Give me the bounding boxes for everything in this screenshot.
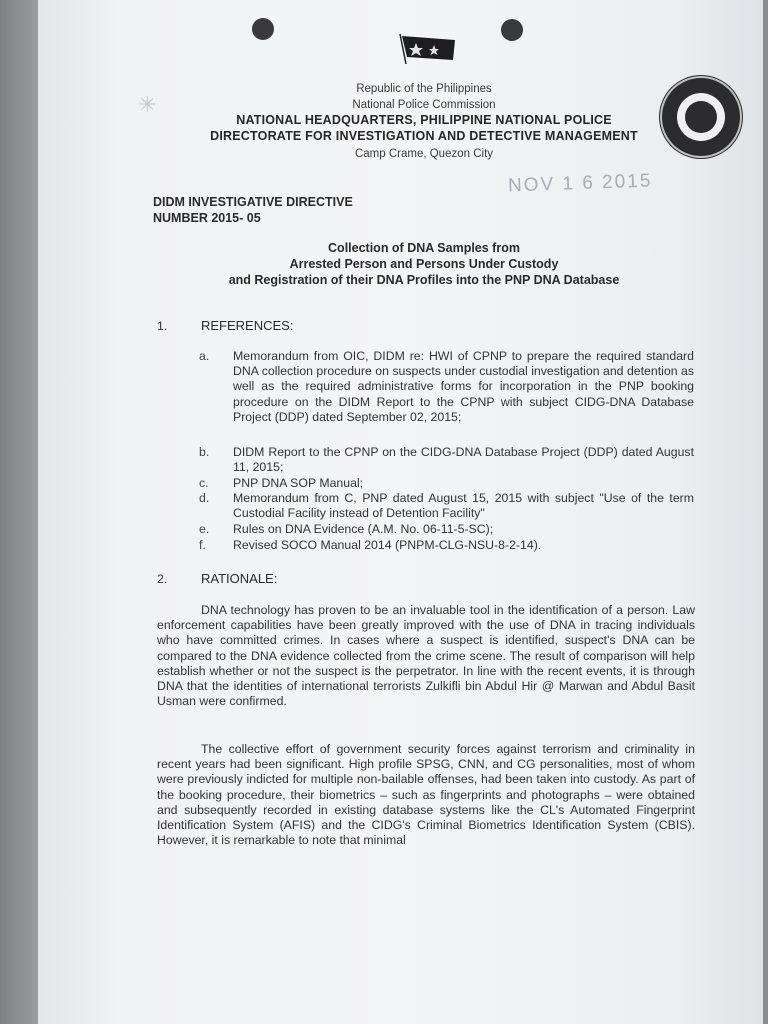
header-napolcom: National Police Commission [352,99,496,111]
section2-heading: RATIONALE: [201,571,278,586]
pnp-flag-logo-icon [398,30,460,66]
punch-hole-right [501,19,523,41]
section1-number: 1. [157,319,168,333]
rationale-paragraph-2: The collective effort of government security forces against terrorism and criminality in recent years had been significant. High profile SPSG, CNN, and CG personalities, most of whom were previously indicted for multiple non-bailable offenses, had been taken into custody. As part of the booking procedure, their biometrics – such as fingerprints and photographs – were obtained and subsequently recorded in existing database systems like the CL's Automated Fingerprint Identification System (AFIS) and the CIDG's Criminal Biometrics Identification System (CBIS). However, it is remarkable to note that minimal [157,742,695,848]
received-date-stamp: NOV 1 6 2015 [507,170,653,197]
header-nhq-pnp: NATIONAL HEADQUARTERS, PHILIPPINE NATIONAL POLICE [236,113,612,127]
subject-title-line2: Arrested Person and Persons Under Custody [289,257,559,271]
section2-number: 2. [157,572,168,586]
directive-number: NUMBER 2015- 05 [153,211,261,225]
subject-title-line3: and Registration of their DNA Profiles into the PNP DNA Database [228,273,620,287]
directive-label: DIDM INVESTIGATIVE DIRECTIVE [153,195,353,209]
faded-seal-mark-icon: ✳ [138,92,157,117]
header-republic: Republic of the Philippines [356,83,492,95]
subject-title-line1: Collection of DNA Samples from [328,241,520,255]
header-didm: DIRECTORATE FOR INVESTIGATION AND DETECTIVE MANAGEMENT [210,129,638,143]
header-location: Camp Crame, Quezon City [354,148,494,160]
rationale-paragraph-1: DNA technology has proven to be an invaluable tool in the identification of a person. Law enforcement capabilities have been greatly improved with the use of DNA in tracing individuals who have committed crimes. In cases where a suspect is identified, suspect's DNA can be compared to the DNA evidence collected from the crime scene. The result of comparison will help establish whether or not the suspect is the perpetrator. In line with the recent events, it is through DNA that the identities of international terrorists Zulkifli bin Abdul Hir @ Marwan and Abdul Basit Usman were confirmed. [157,603,695,709]
punch-hole-left [252,18,274,40]
section1-heading: REFERENCES: [201,318,294,333]
